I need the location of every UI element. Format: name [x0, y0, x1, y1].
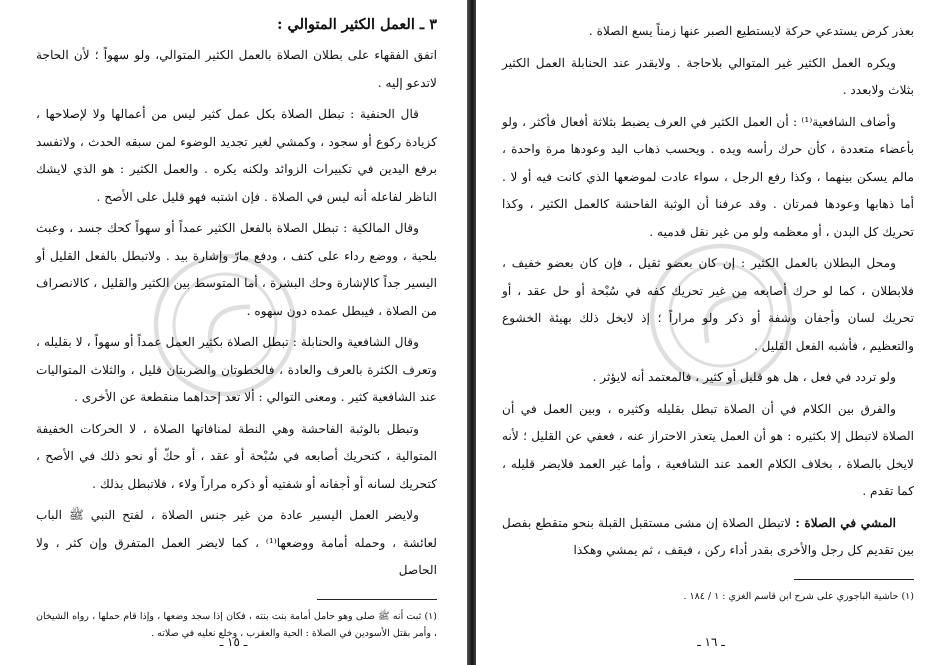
paragraph: وقال المالكية : تبطل الصلاة بالفعل الكثير عمداً أو سهواً كحك جسد ، وعبث بلحية ، ووضع رداء على كتف ، ودفع مارّ وإشارة بيد . ولاتبطل بالفعل القليل أو اليسير جداً كالإشارة وحك البشرة ، أما المتوسط بين الكثير والقليل ، كالانصراف من الصلاة ، فيبطل عمده دون سهوه . [36, 221, 437, 318]
paragraph: وقال الشافعية والحنابلة : تبطل الصلاة بكثير العمل عمداً أو سهواً ، لا بقليله ، وتعرف الكثرة بالعرف والعادة ، فالخطوتان والضربتان قليل ، والثلاث المتواليات عند الشافعية كثير . ومعنى التوالي : ألا تعد إحداهما منقطعة عن الأخرى . [36, 335, 437, 404]
paragraph: وأضاف الشافعية⁽¹⁾ : أن العمل الكثير في العرف يضبط بثلاثة أفعال فأكثر ، ولو بأعضاء متعددة ، كأن حرك رأسه ويده . ويحسب ذهاب اليد وعودها مرة واحدة ، مالم يسكن بينهما ، وكذا رفع الرجل ، سواء عادت لموضعها الذي كانت فيه أو لا . أما ذهابها وعودها فمرتان . وقد عرفنا أن الوثبة الفاحشة كالعمل الكثير ، وكذا تحريك كل البدن ، أو معظمه ولو من غير نقل قدميه . [502, 114, 914, 239]
paragraph: المشي في الصلاة : لاتبطل الصلاة إن مشى مستقبل القبلة بنحو متقطع بفصل بين تقديم كل رجل والأخرى بقدر أداء ركن ، فيقف ، ثم يمشي وهكذا [502, 515, 914, 557]
book-spine [467, 0, 476, 665]
footnote: (١) ثبت أنه ﷺ صلى وهو حامل أمامة بنت بنته ، فكان إذا سجد وضعها ، وإذا قام حملها ، رواه الشيخان ، وأمر بقتل الأسودين في الصلاة : الحية والعقرب ، وخلع نعليه في صلاته . [36, 610, 437, 639]
paragraph: وتبطل بالوثبة الفاحشة وهي النطة لمنافاتها الصلاة ، لا الحركات الخفيفة المتوالية ، كتحريك أصابعه في سُبْحة أو عقد ، أو حكّ أو نحو ذلك في الأصح ، كتحريك لسانه أو أجفانه أو شفتيه أو ذكره مراراً ولاء ، فلاتبطل بذلك . [36, 421, 437, 491]
paragraph-lead: المشي في الصلاة : [795, 515, 896, 530]
footnote-divider [317, 599, 437, 600]
paragraph: بعذر كرض يستدعي حركة لايستطيع الصبر عنها زمناً يسع الصلاة . [588, 24, 914, 38]
page-number: ـ ١٥ ـ [219, 635, 248, 649]
page-number: ـ ١٦ ـ [697, 635, 725, 649]
paragraph: اتفق الفقهاء على بطلان الصلاة بالعمل الكثير المتوالي، ولو سهواً ؛ لأن الحاجة لاتدعو إليه . [36, 48, 437, 90]
paragraph: والفرق بين الكلام في أن الصلاة تبطل بقليله وكثيره ، وبين العمل في أن الصلاة لاتبطل إلا بكثيره : هو أن العمل يتعذر الاحتراز عنه ، فعفي عن القليل ؛ لأنه لايخل بالصلاة ، بخلاف الكلام العمد عند الشافعية ، وأما غير العمد فلايضر قليله ، كما تقدم . [502, 401, 914, 498]
paragraph: ومحل البطلان بالعمل الكثير : إن كان بعضو ثقيل ، فإن كان بعضو خفيف ، فلابطلان ، كما لو حرك أصابعه من غير تحريك كفه في سُبْحة أو حل عقد ، أو تحريك لسان وأجفان وشفة أو ذكر ولو مراراً ؛ إذ لايخل ذلك بهيئة الخشوع والتعظيم ، فأشبه الفعل القليل . [502, 256, 914, 353]
left-page [0, 0, 467, 665]
section-heading: ٣ ـ العمل الكثير المتوالي : [277, 16, 437, 33]
paragraph: ولو تردد في فعل ، هل هو قليل أو كثير ، فالمعتمد أنه لايؤثر . [592, 370, 896, 384]
paragraph: ولايضر العمل اليسير عادة من غير جنس الصلاة ، لفتح النبي ﷺ الباب لعائشة ، وحمله أمامة ووضعها⁽¹⁾ ، كما لايضر العمل المتفرق وإن كثر ، ولا الحاصل [36, 508, 437, 577]
paragraph: ويكره العمل الكثير غير المتوالي بلاحاجة . ولايقدر عند الحنابلة العمل الكثير بثلاث ولابعدد . [502, 55, 914, 97]
right-page [476, 0, 946, 665]
footnote: (١) حاشية الباجوري على شرح ابن قاسم الغزي : ١ / ١٨٤ . [683, 590, 914, 602]
paragraph: قال الحنفية : تبطل الصلاة بكل عمل كثير ليس من أعمالها ولا لإصلاحها ، كزيادة ركوع أو سجود ، وكمشي لغير تجديد الوضوء لمن سبقه الحدث ، ولاتفسد برفع اليدين في تكبيرات الزوائد ولكنه يكره . والعمل الكثير : هو الذي لايشك الناظر لفاعله أنه ليس في الصلاة . فإن اشتبه فهو قليل على الأصح . [36, 107, 437, 204]
footnote-divider [794, 579, 914, 580]
